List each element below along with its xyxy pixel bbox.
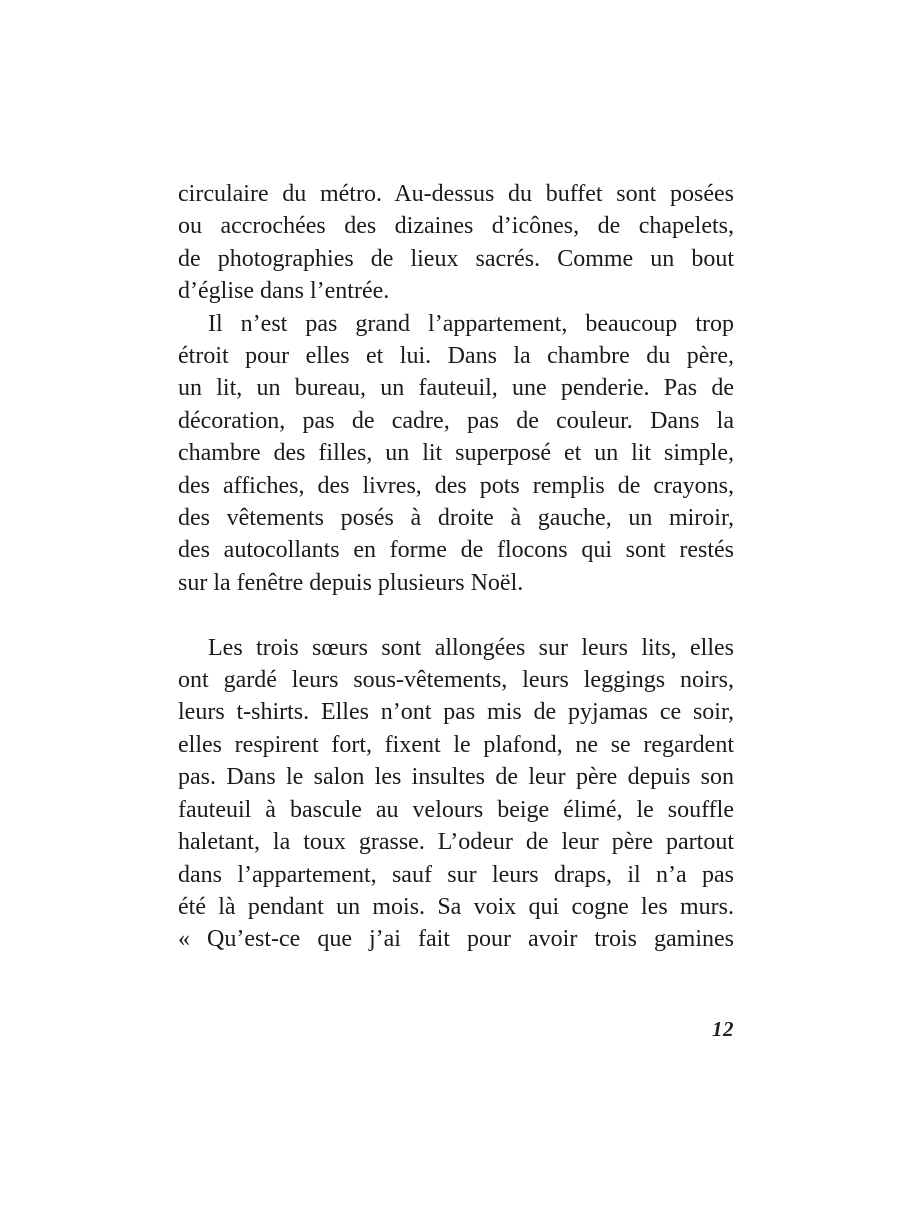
text-line: Il n’est pas grand l’appartement, beaucoup trop <box>208 310 734 337</box>
text-line: fauteuil à bascule au velours beige élimé, le souffle <box>178 796 734 823</box>
text-line: chambre des filles, un lit superposé et un lit simple, <box>178 440 734 467</box>
text-line: décoration, pas de cadre, pas de couleur. Dans la <box>178 407 734 434</box>
text-line: ont gardé leurs sous-vêtements, leurs leggings noirs, <box>178 667 734 694</box>
text-line: « Qu’est-ce que j’ai fait pour avoir trois gamines <box>178 926 734 953</box>
text-line: Les trois sœurs sont allongées sur leurs lits, elles <box>208 634 734 661</box>
text-line: elles respirent fort, fixent le plafond, ne se regardent <box>178 731 734 758</box>
text-line: étroit pour elles et lui. Dans la chambre du père, <box>178 343 734 370</box>
text-line: dans l’appartement, sauf sur leurs draps, il n’a pas <box>178 861 734 888</box>
text-line: de photographies de lieux sacrés. Comme un bout <box>178 245 734 272</box>
text-line: leurs t-shirts. Elles n’ont pas mis de pyjamas ce soir, <box>178 699 734 726</box>
text-line: sur la fenêtre depuis plusieurs Noël. <box>178 569 524 596</box>
text-line: des autocollants en forme de flocons qui sont restés <box>178 537 734 564</box>
text-line: un lit, un bureau, un fauteuil, une penderie. Pas de <box>178 375 734 402</box>
paragraph <box>178 632 734 956</box>
text-line: pas. Dans le salon les insultes de leur père depuis son <box>178 764 734 791</box>
text-line: haletant, la toux grasse. L’odeur de leur père partout <box>178 829 734 856</box>
text-line: circulaire du métro. Au-dessus du buffet sont posées <box>178 181 734 207</box>
text-block <box>178 178 734 956</box>
page-number: 12 <box>712 1017 734 1041</box>
text-line: ou accrochées des dizaines d’icônes, de chapelets, <box>178 213 734 240</box>
paragraph <box>178 308 734 600</box>
text-line: des vêtements posés à droite à gauche, un miroir, <box>178 505 734 532</box>
text-line: d’église dans l’entrée. <box>178 278 390 305</box>
text-line: des affiches, des livres, des pots remplis de crayons, <box>178 472 734 499</box>
paragraph <box>178 178 734 308</box>
text-line: été là pendant un mois. Sa voix qui cogne les murs. <box>178 893 734 920</box>
